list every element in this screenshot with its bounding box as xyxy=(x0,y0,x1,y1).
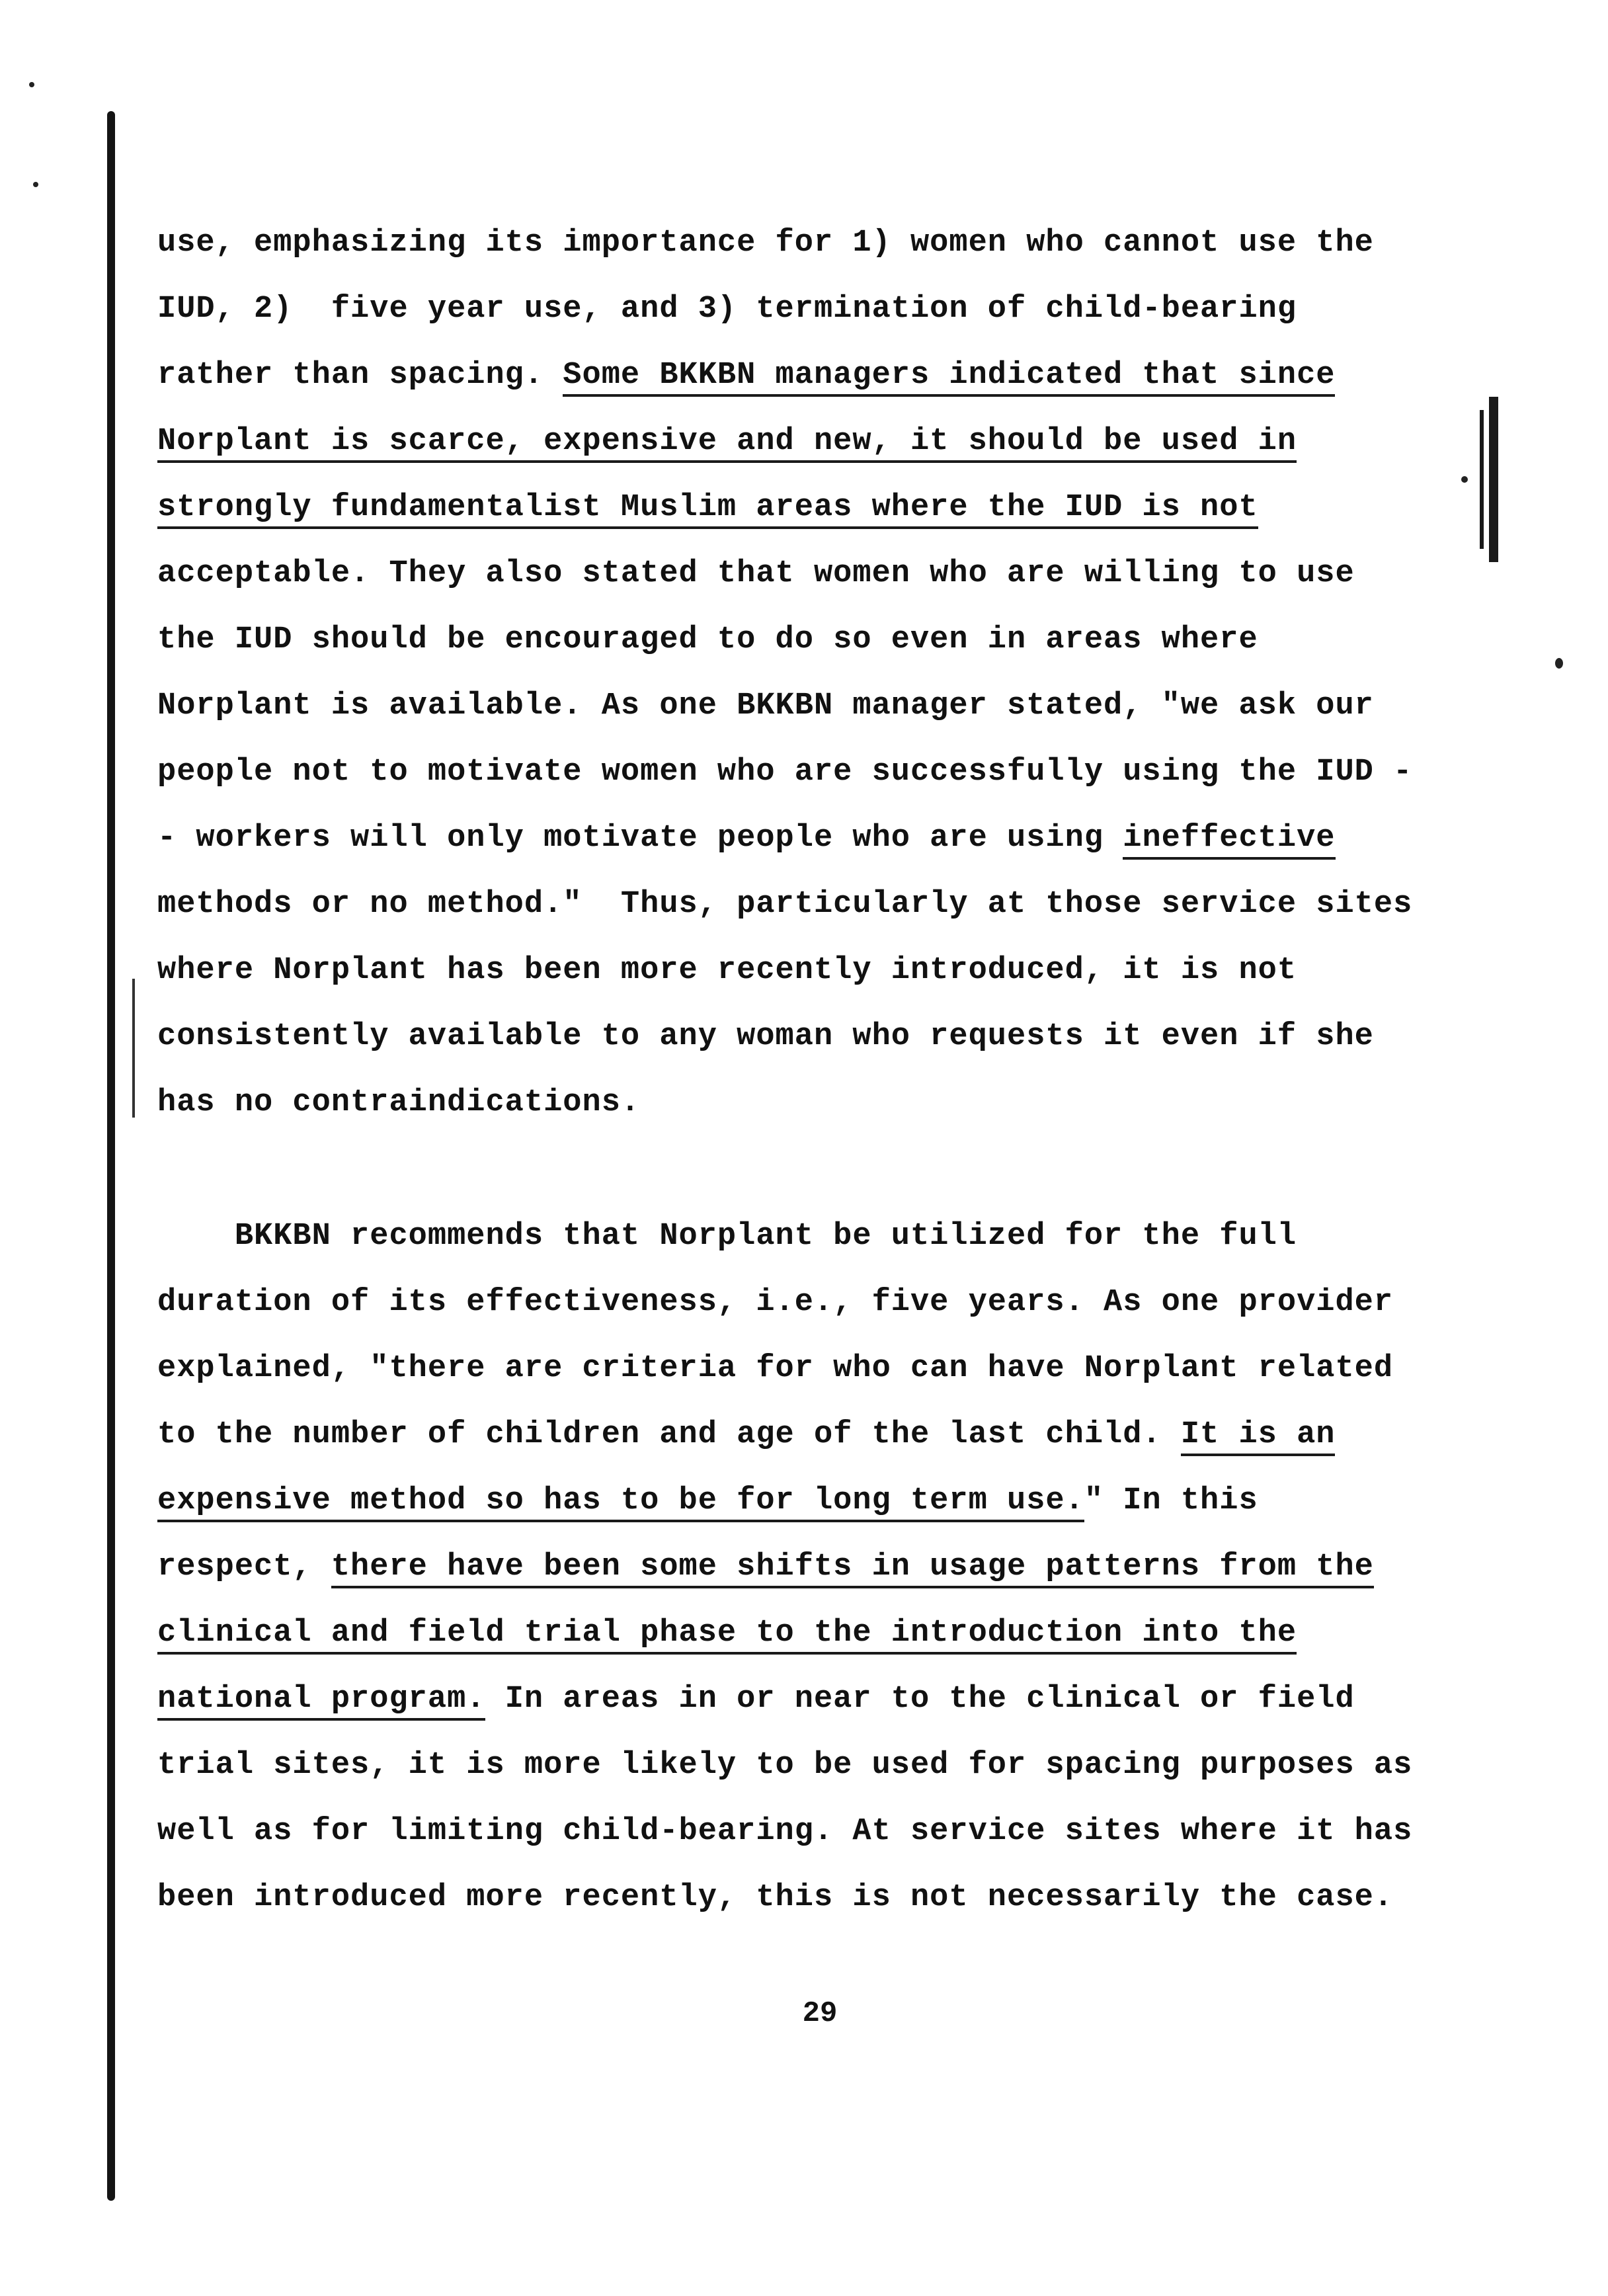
text-line xyxy=(157,753,1412,792)
text-line xyxy=(157,1680,1355,1719)
text-line xyxy=(157,1017,1374,1057)
text-span: " In this xyxy=(1084,1483,1258,1518)
text-span: acceptable. They also stated that women who are willing to use xyxy=(157,556,1355,591)
text-span: been introduced more recently, this is not necessarily the case. xyxy=(157,1880,1394,1915)
text-line xyxy=(157,1415,1335,1455)
scan-speck xyxy=(29,82,34,87)
text-line xyxy=(157,1547,1374,1587)
scan-speck xyxy=(1461,476,1468,483)
underlined-text: It is an xyxy=(1181,1417,1336,1456)
text-line xyxy=(157,422,1297,462)
underlined-text: expensive method so has to be for long term use. xyxy=(157,1483,1084,1522)
text-line xyxy=(157,554,1355,594)
text-span: to the number of children and age of the last child. xyxy=(157,1417,1181,1452)
underlined-text: strongly fundamentalist Muslim areas where the IUD is not xyxy=(157,490,1258,529)
text-span: explained, "there are criteria for who can have Norplant related xyxy=(157,1351,1394,1386)
underlined-text: Norplant is scarce, expensive and new, it should be used in xyxy=(157,424,1297,463)
scan-speck xyxy=(33,182,38,187)
text-line xyxy=(157,488,1258,528)
text-line xyxy=(157,686,1374,726)
page-number: 29 xyxy=(802,1997,838,2030)
text-line xyxy=(157,1746,1412,1785)
text-span: rather than spacing. xyxy=(157,358,563,393)
text-line xyxy=(157,1614,1297,1653)
text-line xyxy=(157,1349,1393,1389)
text-line xyxy=(157,1481,1258,1521)
text-span: has no contraindications. xyxy=(157,1085,641,1120)
underlined-text: clinical and field trial phase to the introduction into the xyxy=(157,1616,1297,1655)
text-line xyxy=(157,356,1335,395)
text-span: In areas in or near to the clinical or field xyxy=(485,1682,1355,1717)
text-span: duration of its effectiveness, i.e., five years. As one provider xyxy=(157,1285,1394,1320)
text-span: respect, xyxy=(157,1549,331,1584)
text-line xyxy=(157,1878,1393,1918)
text-line xyxy=(157,819,1336,858)
text-span: well as for limiting child-bearing. At service sites where it has xyxy=(157,1814,1413,1849)
text-line xyxy=(157,1283,1393,1323)
text-line xyxy=(157,1812,1412,1852)
text-span: trial sites, it is more likely to be used for spacing purposes as xyxy=(157,1748,1413,1783)
text-span: the IUD should be encouraged to do so even in areas where xyxy=(157,622,1258,657)
text-span: - workers will only motivate people who are using xyxy=(157,821,1123,856)
underlined-text: ineffective xyxy=(1123,821,1335,860)
underlined-text: Some BKKBN managers indicated that since xyxy=(563,358,1335,397)
margin-bracket-mark xyxy=(1480,410,1484,549)
text-span: use, emphasizing its importance for 1) women who cannot use the xyxy=(157,226,1374,261)
text-line xyxy=(157,290,1297,329)
text-line xyxy=(157,224,1374,263)
underlined-text: there have been some shifts in usage patterns from the xyxy=(331,1549,1374,1588)
text-span: BKKBN recommends that Norplant be utilized for the full xyxy=(157,1219,1297,1254)
margin-mark xyxy=(132,979,135,1118)
text-span: people not to motivate women who are successfully using the IUD - xyxy=(157,755,1413,790)
text-line xyxy=(157,1217,1297,1256)
text-span: where Norplant has been more recently introduced, it is not xyxy=(157,953,1297,988)
text-span: IUD, 2) five year use, and 3) termination of child-bearing xyxy=(157,292,1297,327)
text-span: methods or no method." Thus, particularly at those service sites xyxy=(157,887,1413,922)
margin-bracket-mark xyxy=(1489,397,1498,562)
scan-speck xyxy=(1555,658,1563,669)
text-span: consistently available to any woman who requests it even if she xyxy=(157,1019,1374,1054)
text-line xyxy=(157,885,1412,924)
binding-edge-line xyxy=(107,111,115,2201)
text-line xyxy=(157,1083,640,1123)
text-line xyxy=(157,620,1258,660)
text-line xyxy=(157,951,1297,991)
text-span: Norplant is available. As one BKKBN manager stated, "we ask our xyxy=(157,688,1374,723)
underlined-text: national program. xyxy=(157,1682,485,1721)
